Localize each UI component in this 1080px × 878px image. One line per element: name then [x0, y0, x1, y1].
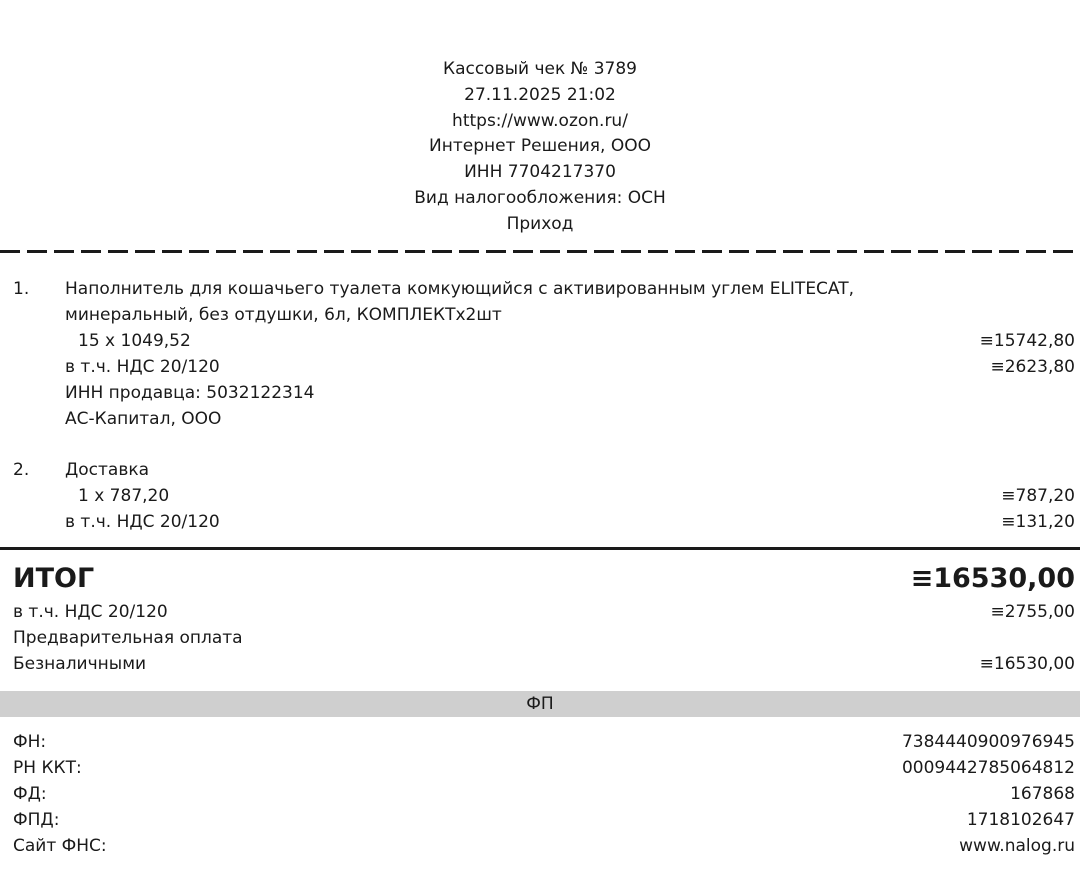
fpd-label: ФПД: — [13, 810, 60, 830]
item-1-seller-name-row — [0, 406, 1080, 432]
tax-system: Вид налогообложения: ОСН — [414, 187, 666, 208]
rn-kkt-value: 0009442785064812 — [901, 758, 1075, 778]
item-vat-label: в т.ч. НДС 20/120 — [65, 357, 220, 377]
fp-row-fd — [0, 781, 1080, 807]
item-2-vat-row — [0, 509, 1080, 535]
fp-row-fn — [0, 729, 1080, 755]
item-sum: ≡15742,80 — [979, 331, 1075, 351]
fn-label: ФН: — [13, 732, 47, 752]
total-label: ИТОГ — [13, 563, 95, 594]
seller-inn: ИНН продавца: 5032122314 — [65, 383, 315, 403]
fpd-value: 1718102647 — [966, 810, 1075, 830]
item-1-qty-row — [0, 328, 1080, 354]
item-name: Наполнитель для кошачьего туалета комкующийся с активированным углем ELITECAT, — [65, 279, 855, 299]
receipt-title: Кассовый чек № 3789 — [443, 59, 637, 79]
company-name: Интернет Решения, ООО — [429, 136, 651, 157]
cashless-label: Безналичными — [13, 654, 147, 674]
item-vat-sum: ≡2623,80 — [990, 357, 1075, 377]
item-vat-sum: ≡131,20 — [1001, 512, 1075, 532]
item-1-name-row-2 — [0, 302, 1080, 328]
item-2-name-row — [0, 457, 1080, 483]
item-1-vat-row — [0, 354, 1080, 380]
fns-site-value: www.nalog.ru — [959, 836, 1075, 856]
item-1-seller-inn-row — [0, 380, 1080, 406]
item-number: 1. — [13, 279, 30, 299]
solid-divider — [0, 547, 1080, 550]
item-sum: ≡787,20 — [1001, 486, 1075, 506]
item-name: Доставка — [65, 460, 150, 480]
total-vat-row — [0, 599, 1080, 625]
prepayment-label: Предварительная оплата — [13, 628, 243, 648]
item-2-qty-row — [0, 483, 1080, 509]
fns-site-label: Сайт ФНС: — [13, 836, 107, 856]
total-row — [0, 562, 1080, 596]
receipt-header — [0, 57, 1080, 238]
rn-kkt-label: РН ККТ: — [13, 758, 82, 778]
fd-value: 167868 — [1010, 784, 1075, 804]
total-vat-value: ≡2755,00 — [990, 602, 1075, 622]
prepayment-row — [0, 625, 1080, 651]
item-vat-label: в т.ч. НДС 20/120 — [65, 512, 220, 532]
item-name-continued: минеральный, без отдушки, 6л, КОМПЛЕКТх2шт — [65, 305, 502, 325]
fp-row-fns-site — [0, 833, 1080, 859]
company-inn: ИНН 7704217370 — [464, 162, 616, 183]
total-value: ≡16530,00 — [910, 563, 1075, 594]
item-qty-price: 15 x 1049,52 — [78, 331, 191, 351]
fn-value: 7384440900976945 — [901, 732, 1075, 752]
cashless-value: ≡16530,00 — [979, 654, 1075, 674]
seller-site: https://www.ozon.ru/ — [452, 110, 628, 131]
dashed-divider — [0, 250, 1080, 253]
item-1-name-row-1 — [0, 276, 1080, 302]
item-number: 2. — [13, 460, 30, 480]
fd-label: ФД: — [13, 784, 47, 804]
receipt-datetime: 27.11.2025 21:02 — [464, 84, 616, 105]
fp-row-fpd — [0, 807, 1080, 833]
cashless-row — [0, 651, 1080, 677]
fp-section-header: ФП — [0, 691, 1080, 717]
total-vat-label: в т.ч. НДС 20/120 — [13, 602, 168, 622]
seller-name: АС-Капитал, ООО — [65, 409, 222, 429]
operation-type: Приход — [506, 213, 574, 234]
fp-row-rn-kkt — [0, 755, 1080, 781]
item-qty-price: 1 x 787,20 — [78, 486, 170, 506]
